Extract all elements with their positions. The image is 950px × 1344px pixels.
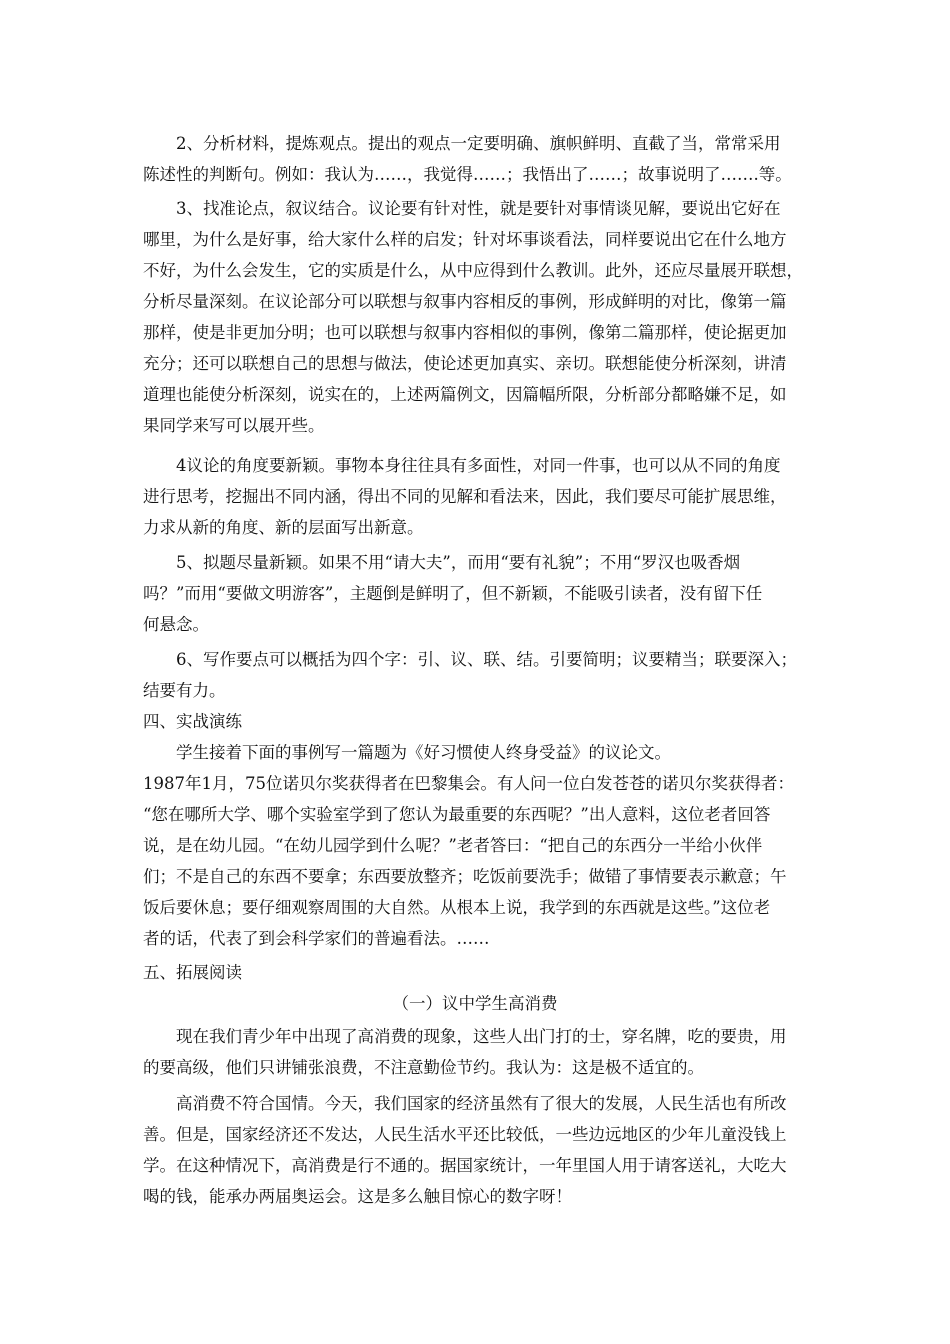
text-line: 分析尽量深刻。在议论部分可以联想与叙事内容相反的事例，形成鲜明的对比，像第一篇 [143, 292, 787, 311]
text-line: “您在哪所大学、哪个实验室学到了您认为最重要的东西呢？”出人意料，这位老者回答 [143, 805, 771, 824]
text-line: 4议论的角度要新颖。事物本身往往具有多面性，对同一件事，也可以从不同的角度 [143, 456, 781, 475]
text-line: 哪里，为什么是好事，给大家什么样的启发；针对坏事谈看法，同样要说出它在什么地方 [143, 230, 787, 249]
text-line: 说，是在幼儿园。“在幼儿园学到什么呢？”老者答曰：“把自己的东西分一半给小伙伴 [143, 836, 763, 855]
section-heading: 五、拓展阅读 [143, 963, 242, 982]
text-line: 充分；还可以联想自己的思想与做法，使论述更加真实、亲切。联想能使分析深刻，讲清 [143, 354, 787, 373]
text-line: 的要高级，他们只讲铺张浪费，不注意勤俭节约。我认为：这是极不适宜的。 [143, 1058, 704, 1077]
text-line: 2、分析材料，提炼观点。提出的观点一定要明确、旗帜鲜明、直截了当，常常采用 [143, 134, 781, 153]
text-line: 3、找准论点，叙议结合。议论要有针对性，就是要针对事情谈见解，要说出它好在 [143, 199, 781, 218]
text-line: 饭后要休息；要仔细观察周围的大自然。从根本上说，我学到的东西就是这些。”这位老 [143, 898, 771, 917]
section-heading: 四、实战演练 [143, 712, 242, 731]
text-line: 陈述性的判断句。例如：我认为……，我觉得……；我悟出了……；故事说明了…….等。 [143, 165, 792, 184]
text-line: 结要有力。 [143, 681, 226, 700]
text-line: 何悬念。 [143, 615, 209, 634]
text-line: 学。在这种情况下，高消费是行不通的。据国家统计，一年里国人用于请客送礼，大吃大 [143, 1156, 787, 1175]
text-line: 喝的钱，能承办两届奥运会。这是多么触目惊心的数字呀！ [143, 1187, 572, 1206]
text-line: 1987年1月，75位诺贝尔奖获得者在巴黎集会。有人问一位白发苍苍的诺贝尔奖获得者： [143, 774, 794, 793]
article-title: （一）议中学生高消费 [392, 994, 558, 1013]
text-line: 6、写作要点可以概括为四个字：引、议、联、结。引要简明；议要精当；联要深入； [143, 650, 797, 669]
text-line: 那样，使是非更加分明；也可以联想与叙事内容相似的事例，像第二篇那样，使论据更加 [143, 323, 787, 342]
text-line: 高消费不符合国情。今天，我们国家的经济虽然有了很大的发展，人民生活也有所改 [143, 1094, 787, 1113]
text-line: 学生接着下面的事例写一篇题为《好习惯使人终身受益》的议论文。 [143, 743, 671, 762]
text-line: 道理也能使分析深刻，说实在的，上述两篇例文，因篇幅所限，分析部分都略嫌不足，如 [143, 385, 787, 404]
text-line: 们；不是自己的东西不要拿；东西要放整齐；吃饭前要洗手；做错了事情要表示歉意；午 [143, 867, 787, 886]
text-line: 现在我们青少年中出现了高消费的现象，这些人出门打的士，穿名牌，吃的要贵，用 [143, 1027, 787, 1046]
text-line: 进行思考，挖掘出不同内涵，得出不同的见解和看法来，因此，我们要尽可能扩展思维， [143, 487, 787, 506]
text-line: 者的话，代表了到会科学家们的普遍看法。…… [143, 929, 490, 948]
text-line: 力求从新的角度、新的层面写出新意。 [143, 518, 424, 537]
text-line: 善。但是，国家经济还不发达，人民生活水平还比较低，一些边远地区的少年儿童没钱上 [143, 1125, 787, 1144]
text-line: 果同学来写可以展开些。 [143, 416, 325, 435]
text-line: 5、拟题尽量新颖。如果不用“请大夫”，而用“要有礼貌”；不用“罗汉也吸香烟 [143, 553, 741, 572]
text-line: 不好，为什么会发生，它的实质是什么，从中应得到什么教训。此外，还应尽量展开联想， [143, 261, 803, 280]
text-line: 吗？”而用“要做文明游客”，主题倒是鲜明了，但不新颖，不能吸引读者，没有留下任 [143, 584, 763, 603]
